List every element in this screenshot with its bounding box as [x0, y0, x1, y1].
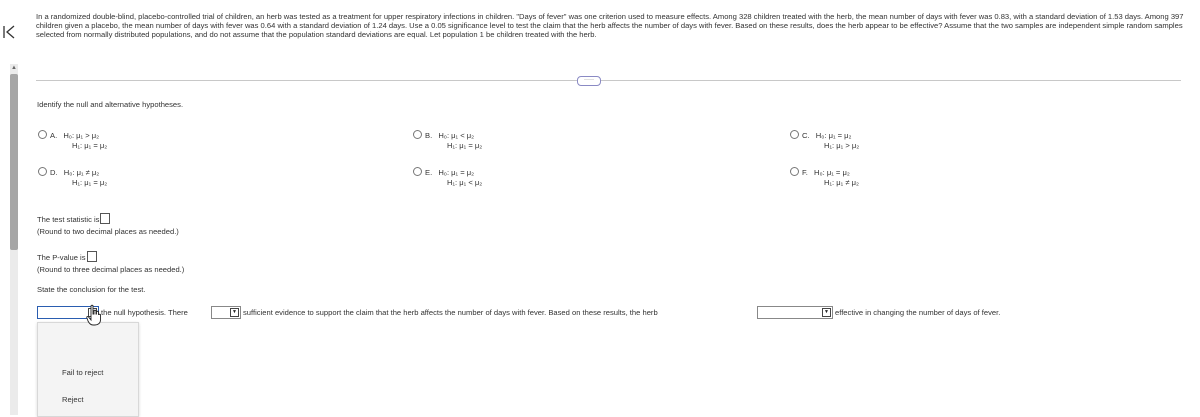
option-f[interactable]: F. H₀: μ₁ = μ₂ H₁: μ₁ ≠ μ₂: [790, 167, 859, 188]
evidence-select[interactable]: [211, 306, 241, 319]
radio-icon[interactable]: [38, 167, 47, 176]
hand-cursor-icon: [86, 304, 102, 326]
conclusion-text-1: the null hypothesis. There: [101, 308, 188, 317]
hypotheses-prompt: Identify the null and alternative hypotheses.: [37, 100, 184, 109]
effective-select[interactable]: [757, 306, 833, 319]
option-b[interactable]: B. H₀: μ₁ < μ₂ H₁: μ₁ = μ₂: [413, 130, 482, 151]
option-a[interactable]: A. H₀: μ₁ > μ₂ H₁: μ₁ = μ₂: [38, 130, 107, 151]
reject-dropdown-menu: [37, 322, 139, 417]
p-value-row: The P-value is: [37, 251, 97, 262]
option-d[interactable]: D. H₀: μ₁ ≠ μ₂ H₁: μ₁ = μ₂: [38, 167, 107, 188]
test-statistic-input[interactable]: [100, 213, 110, 224]
radio-icon[interactable]: [38, 130, 47, 139]
dropdown-arrow-icon[interactable]: ▼: [822, 308, 831, 317]
dropdown-arrow-icon[interactable]: ▼: [230, 308, 239, 317]
radio-icon[interactable]: [790, 130, 799, 139]
problem-statement: In a randomized double-blind, placebo-controlled trial of children, an herb was tested as a treatment for upper respiratory infections in children. "Days of fever" was one criterion used to measure effects. Among 328 children treated with the herb, the mean number of days with fever was 0.83, with a standard deviation of 1.53 days. Among 397 children given a placebo, the mean number of days with fever was 0.64 with a standard deviation of 1.24 days. Use a 0.05 significance level to test the claim that the herb affects the number of days with fever. Based on these results, does the herb appear to be effective? Assume that the two samples are independent simple random samples selected from normally distributed populations, and do not assume that the population standard deviations are equal. Let population 1 be children treated with the herb.: [36, 12, 1184, 40]
radio-icon[interactable]: [413, 167, 422, 176]
scroll-up-icon[interactable]: ▲: [11, 65, 17, 71]
p-value-note: (Round to three decimal places as needed.): [37, 265, 185, 274]
option-e[interactable]: E. H₀: μ₁ = μ₂ H₁: μ₁ < μ₂: [413, 167, 482, 188]
radio-icon[interactable]: [790, 167, 799, 176]
conclusion-text-3: effective in changing the number of days of fever.: [835, 308, 1001, 317]
dropdown-option-fail-to-reject[interactable]: Fail to reject: [62, 368, 104, 377]
divider: [36, 80, 1181, 81]
scrollbar-thumb[interactable]: [10, 74, 18, 250]
back-arrow-icon[interactable]: [2, 24, 24, 46]
radio-icon[interactable]: [413, 130, 422, 139]
option-c[interactable]: C. H₀: μ₁ = μ₂ H₁: μ₁ > μ₂: [790, 130, 859, 151]
test-statistic-row: The test statistic is: [37, 213, 110, 224]
test-statistic-note: (Round to two decimal places as needed.): [37, 227, 179, 236]
dropdown-option-reject[interactable]: Reject: [62, 395, 84, 404]
expand-more-button[interactable]: ·····: [577, 76, 601, 86]
conclusion-text-2: sufficient evidence to support the claim that the herb affects the number of days with fever. Based on these results, the herb: [243, 308, 658, 317]
conclusion-prompt: State the conclusion for the test.: [37, 285, 146, 294]
p-value-input[interactable]: [87, 251, 97, 262]
